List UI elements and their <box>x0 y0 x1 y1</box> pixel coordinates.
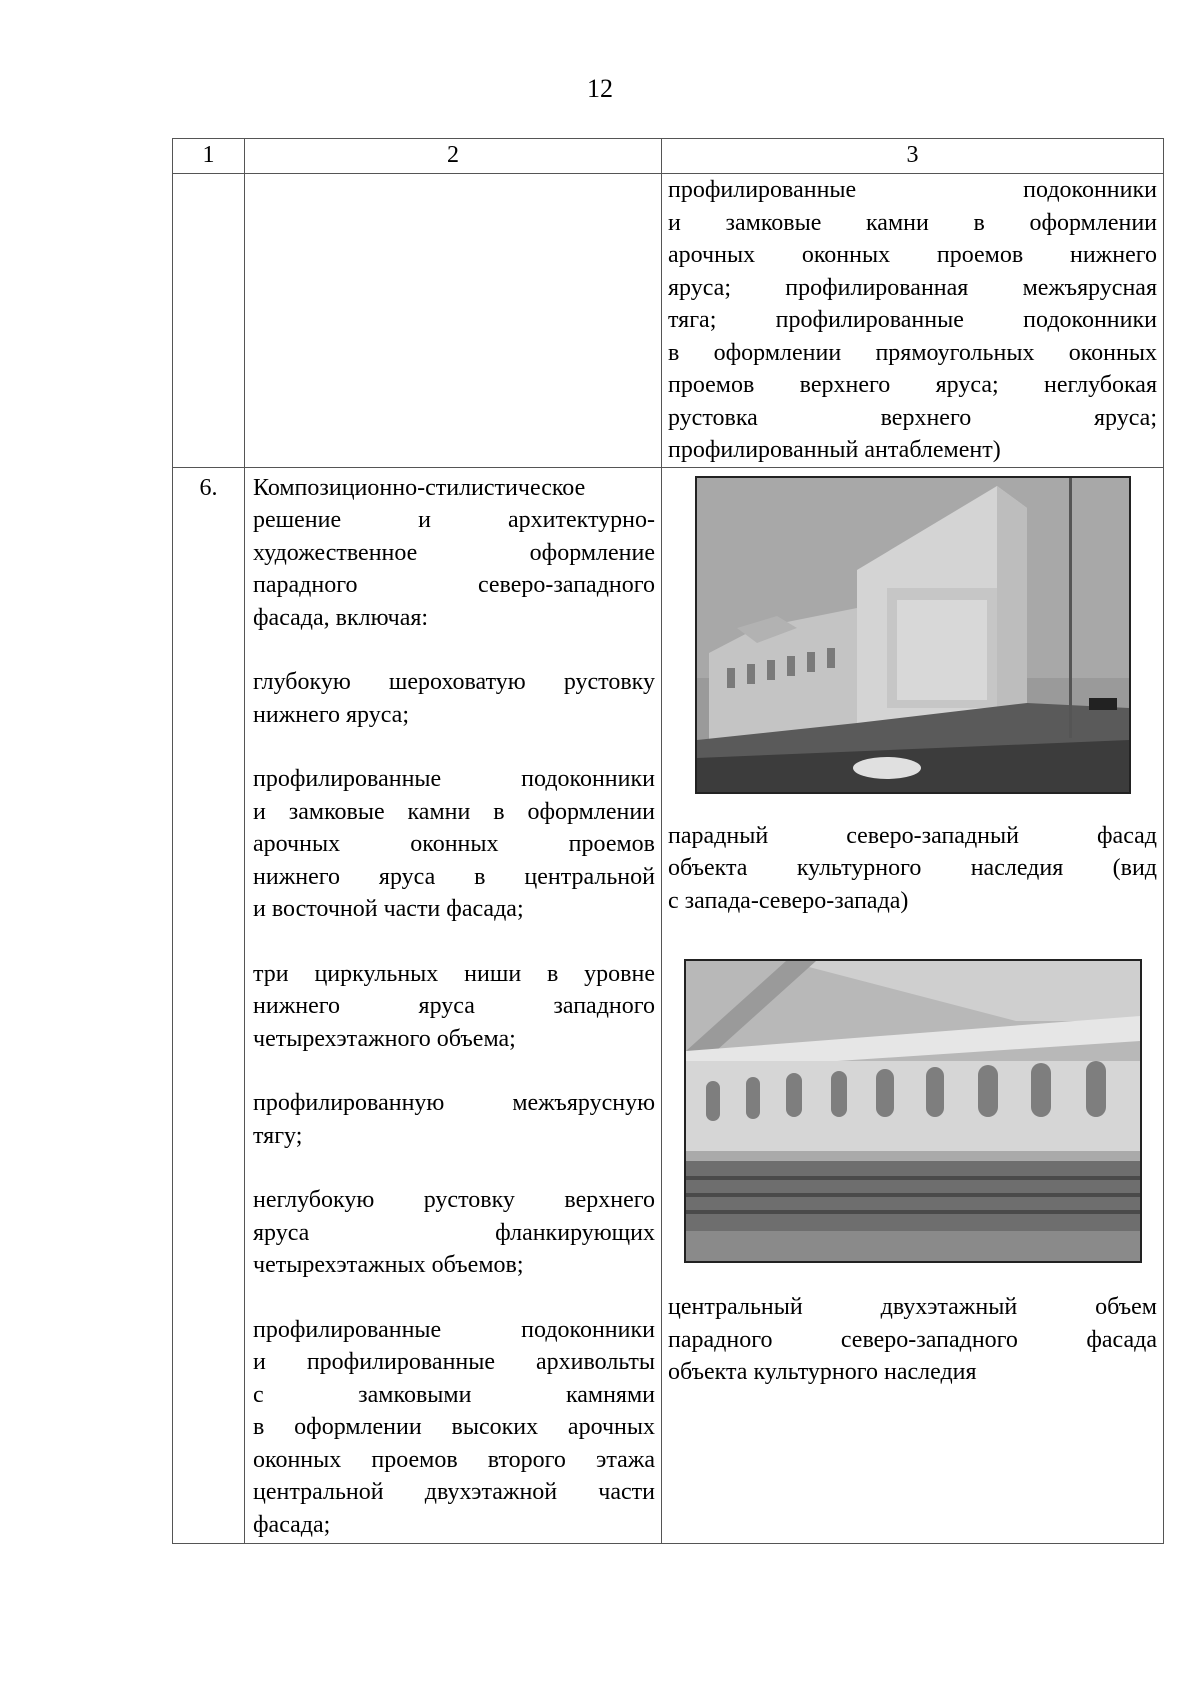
text-line: профилированные подоконники <box>253 766 655 792</box>
text-line: профилированные подоконники <box>253 1316 655 1343</box>
table-row-continuation <box>173 174 1164 468</box>
text-line: рустовка верхнего яруса; <box>668 404 1157 431</box>
text-line: профилированную межъярусную <box>253 1090 655 1116</box>
caption-line: центральный двухэтажный объем <box>668 1294 1157 1320</box>
building-photo-northwest-facade <box>695 476 1131 794</box>
text-line: яруса; профилированная межъярусная <box>668 274 1157 301</box>
text-line: четырехэтажного объема; <box>253 1025 516 1052</box>
text-line: в оформлении прямоугольных оконных <box>668 339 1157 366</box>
caption-line: с запада-северо-запада) <box>668 887 909 914</box>
text-line: оконных проемов второго этажа <box>253 1446 655 1473</box>
text-line: нижнего яруса западного <box>253 993 655 1019</box>
text-line: и замковые камни в оформлении <box>253 798 655 825</box>
text-line: профилированные подоконники <box>668 177 1157 203</box>
table-row-6 <box>173 467 1164 1544</box>
building-photo-central-volume <box>684 959 1142 1263</box>
text-line: проемов верхнего яруса; неглубокая <box>668 372 1157 398</box>
table-header-row <box>173 139 1164 174</box>
text-line: тяга; профилированные подоконники <box>668 307 1157 333</box>
header-cell-2: 2 <box>245 139 662 174</box>
text-line: нижнего яруса в центральной <box>253 863 655 890</box>
text-line: с замковыми камнями <box>253 1381 655 1408</box>
text-line: арочных оконных проемов <box>253 831 655 857</box>
text-line: центральной двухэтажной части <box>253 1479 655 1505</box>
text-line: нижнего яруса; <box>253 701 409 728</box>
text-line: фасада, включая: <box>253 604 429 631</box>
photo1-caption <box>668 820 1157 918</box>
text-line: тягу; <box>253 1122 303 1149</box>
text-line: яруса фланкирующих <box>253 1219 655 1246</box>
caption-line: парадного северо-западного фасада <box>668 1326 1157 1353</box>
row-photos <box>662 467 1164 1544</box>
row-description <box>245 467 662 1544</box>
heritage-table <box>172 138 1164 1544</box>
cell-empty-number <box>173 174 245 468</box>
cell-empty-description <box>245 174 662 468</box>
text-line: четырехэтажных объемов; <box>253 1252 524 1278</box>
text-line: Композиционно-стилистическое <box>253 474 586 501</box>
text-line: неглубокую рустовку верхнего <box>253 1187 655 1213</box>
text-line: три циркульных ниши в уровне <box>253 960 655 987</box>
caption-line: объекта культурного наследия <box>668 1359 977 1385</box>
text-line: глубокую шероховатую рустовку <box>253 669 655 695</box>
page-number: 12 <box>587 74 613 103</box>
text-line: парадного северо-западного <box>253 572 655 598</box>
text-line: художественное оформление <box>253 539 655 566</box>
row-number: 6. <box>173 467 245 1544</box>
text-line: и замковые камни в оформлении <box>668 209 1157 236</box>
photo2-caption <box>668 1291 1157 1389</box>
text-line: решение и архитектурно- <box>253 507 655 533</box>
continuation-text <box>662 174 1164 468</box>
text-line: арочных оконных проемов нижнего <box>668 242 1157 268</box>
text-line: в оформлении высоких арочных <box>253 1414 655 1440</box>
text-line: и профилированные архивольты <box>253 1349 655 1375</box>
text-line: профилированный антаблемент) <box>668 437 1001 463</box>
text-line: фасада; <box>253 1511 331 1538</box>
text-line: и восточной части фасада; <box>253 896 524 922</box>
caption-line: парадный северо-западный фасад <box>668 822 1157 849</box>
header-cell-1: 1 <box>173 139 245 174</box>
header-cell-3: 3 <box>662 139 1164 174</box>
caption-line: объекта культурного наследия (вид <box>668 855 1157 881</box>
